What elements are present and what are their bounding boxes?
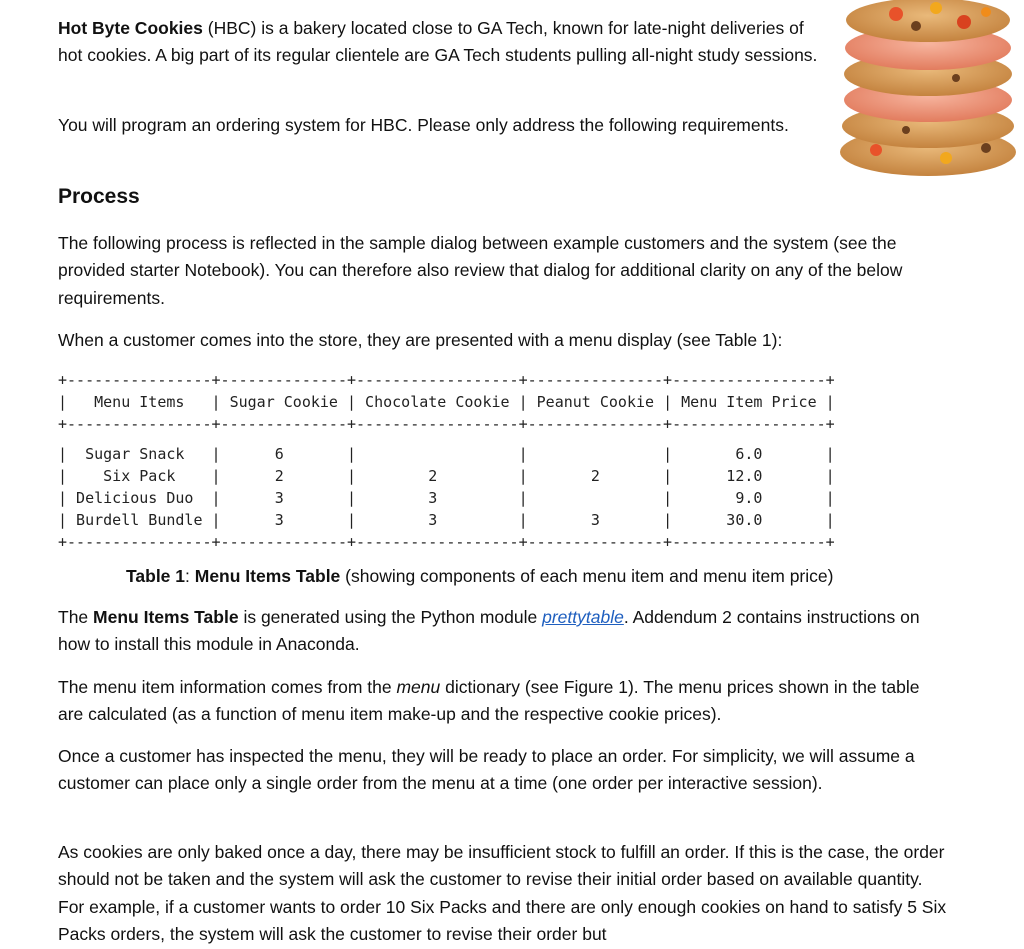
menu-display-paragraph: When a customer comes into the store, they are presented with a menu display (see Table 1): bbox=[58, 330, 783, 350]
caption-rest: (showing components of each menu item and menu item price) bbox=[340, 566, 834, 586]
table-header-row: | Menu Items | Sugar Cookie | Chocolate Cookie | Peanut Cookie | Menu Item Price | bbox=[58, 393, 835, 411]
table-row: | Delicious Duo | 3 | 3 | | 9.0 | bbox=[58, 489, 835, 507]
stock-paragraph: As cookies are only baked once a day, there may be insufficient stock to fulfill an order. If this is the case, the order should not be taken and the system will ask the customer to revise their initial order based on available quantity. For example, if a customer wants to order 10 Six Packs and there are only enough cookies on hand to satisfy 5 Six Packs orders, the system will ask the customer to revise their order but bbox=[58, 842, 947, 945]
table-row: | Sugar Snack | 6 | | | 6.0 | bbox=[58, 445, 835, 463]
table-header-cell: Sugar Cookie bbox=[220, 393, 347, 411]
table-cell: 6.0 bbox=[672, 445, 826, 463]
table-cell: 2 bbox=[220, 467, 347, 485]
table-cell: 9.0 bbox=[672, 489, 826, 507]
intro-paragraph bbox=[58, 15, 823, 70]
table-cell: 6 bbox=[220, 445, 347, 463]
table-header-cell: Peanut Cookie bbox=[527, 393, 664, 411]
menuinfo-post: dictionary (see Figure 1). The menu prices shown in the table are calculated (as a function of menu item make-up and the respective cookie prices). bbox=[58, 677, 920, 725]
prettytable-link[interactable]: prettytable bbox=[542, 607, 624, 627]
table-border-bottom: +----------------+--------------+------------------+---------------+-----------------+ bbox=[58, 533, 835, 551]
intro-text: (HBC) is a bakery located close to GA Tech, known for late-night deliveries of hot cookies. A big part of its regular clientele are GA Tech students pulling all-night study sessions. bbox=[58, 18, 818, 66]
table-border-top: +----------------+--------------+------------------+---------------+-----------------+ bbox=[58, 371, 835, 389]
cookie-stack-image bbox=[836, 0, 1020, 178]
table-cell: 2 bbox=[356, 467, 519, 485]
caption-title: Menu Items Table bbox=[194, 566, 341, 586]
menuinfo-pre: The menu item information comes from the bbox=[58, 677, 397, 697]
table-cell bbox=[528, 445, 663, 463]
table-cell bbox=[528, 489, 663, 507]
generated-mid: is generated using the Python module bbox=[238, 607, 543, 627]
table-row: | Six Pack | 2 | 2 | 2 | 12.0 | bbox=[58, 467, 835, 485]
prettytable-paragraph bbox=[58, 604, 938, 659]
table-gap bbox=[58, 435, 835, 443]
process-paragraph: The following process is reflected in the sample dialog between example customers and the system (see the provided starter Notebook). You can therefore also review that dialog for additional clarity on any of the below requirements. bbox=[58, 233, 903, 308]
table-header-cell: Menu Item Price bbox=[672, 393, 826, 411]
table-cell: 30.0 bbox=[672, 511, 826, 529]
table-cell: 3 bbox=[220, 489, 347, 507]
table-header-cell: Chocolate Cookie bbox=[356, 393, 519, 411]
table-cell: Sugar Snack bbox=[67, 445, 212, 463]
process-heading: Process bbox=[58, 185, 140, 208]
table-cell: 3 bbox=[356, 511, 519, 529]
table-cell: Delicious Duo bbox=[67, 489, 212, 507]
table-cell: Burdell Bundle bbox=[67, 511, 212, 529]
order-paragraph: Once a customer has inspected the menu, they will be ready to place an order. For simplicity, we will assume a customer can place only a single order from the menu at a time (one order per interactive session). bbox=[58, 746, 915, 794]
menuinfo-italic: menu bbox=[396, 677, 441, 697]
table-cell: Six Pack bbox=[67, 467, 212, 485]
table-row: | Burdell Bundle | 3 | 3 | 3 | 30.0 | bbox=[58, 511, 835, 529]
generated-post: . Addendum 2 contains instructions on how to install this module in Anaconda. bbox=[58, 607, 920, 655]
requirements-paragraph: You will program an ordering system for HBC. Please only address the following requirements. bbox=[58, 115, 789, 135]
company-name: Hot Byte Cookies bbox=[58, 18, 203, 38]
table-cell: 3 bbox=[356, 489, 519, 507]
generated-bold: Menu Items Table bbox=[93, 607, 239, 627]
generated-pre: The bbox=[58, 607, 94, 627]
table-cell: 3 bbox=[220, 511, 347, 529]
menu-items-table bbox=[58, 369, 835, 553]
table-cell bbox=[356, 445, 519, 463]
table-cell: 12.0 bbox=[672, 467, 826, 485]
caption-colon: : bbox=[185, 566, 195, 586]
menu-info-paragraph bbox=[58, 674, 938, 729]
table-header-cell: Menu Items bbox=[67, 393, 212, 411]
table-cell: 2 bbox=[527, 467, 664, 485]
caption-label: Table 1 bbox=[126, 566, 186, 586]
table-cell: 3 bbox=[527, 511, 664, 529]
table-border-header: +----------------+--------------+------------------+---------------+-----------------+ bbox=[58, 415, 835, 433]
table-caption bbox=[126, 563, 956, 590]
